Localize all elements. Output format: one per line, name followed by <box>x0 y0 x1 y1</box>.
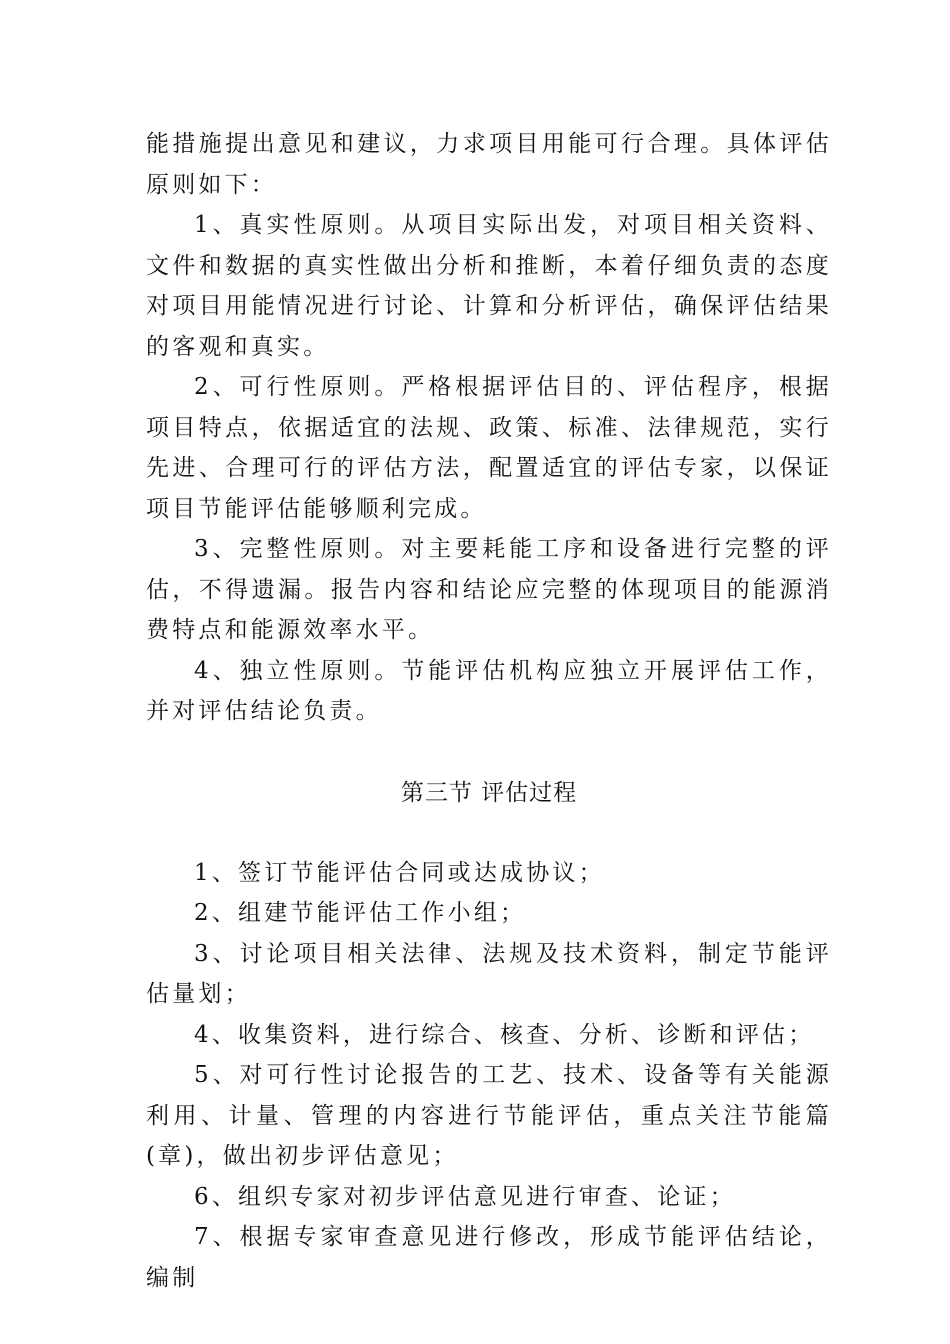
document-page <box>146 124 832 1298</box>
section-heading: 第三节 评估过程 <box>400 779 578 806</box>
step-item-6: 6、组织专家对初步评估意见进行审查、论证； <box>194 1183 736 1210</box>
principle-paragraph-3: 3、完整性原则。对主要耗能工序和设备进行完整的评估，不得遗漏。报告内容和结论应完整的体现项目的能源消费特点和能源效率水平。 <box>146 536 832 643</box>
step-item-2: 2、组建节能评估工作小组； <box>194 900 527 926</box>
principle-paragraph-2: 2、可行性原则。严格根据评估目的、评估程序，根据项目特点，依据适宜的法规、政策、标准、法律规范，实行先进、合理可行的评估方法，配置适宜的评估专家，以保证项目节能评估能够顺利完成。 <box>146 374 832 522</box>
principle-paragraph-1: 1、真实性原则。从项目实际出发，对项目相关资料、文件和数据的真实性做出分析和推断，本着仔细负责的态度对项目用能情况进行讨论、计算和分析评估，确保评估结果的客观和真实。 <box>146 212 832 360</box>
intro-paragraph: 能措施提出意见和建议，力求项目用能可行合理。具体评估原则如下： <box>146 131 832 198</box>
step-item-4: 4、收集资料，进行综合、核查、分析、诊断和评估； <box>194 1021 815 1048</box>
step-item-3: 3、讨论项目相关法律、法规及技术资料，制定节能评估量划； <box>146 940 832 1007</box>
step-item-7: 7、根据专家审查意见进行修改，形成节能评估结论，编制 <box>146 1224 832 1291</box>
process-steps-list <box>146 853 832 1299</box>
principle-paragraph-4: 4、独立性原则。节能评估机构应独立开展评估工作，并对评估结论负责。 <box>146 657 832 724</box>
step-item-1: 1、签订节能评估合同或达成协议； <box>194 859 605 886</box>
step-item-5: 5、对可行性讨论报告的工艺、技术、设备等有关能源利用、计量、管理的内容进行节能评估，重点关注节能篇(章)，做出初步评估意见； <box>146 1062 832 1169</box>
